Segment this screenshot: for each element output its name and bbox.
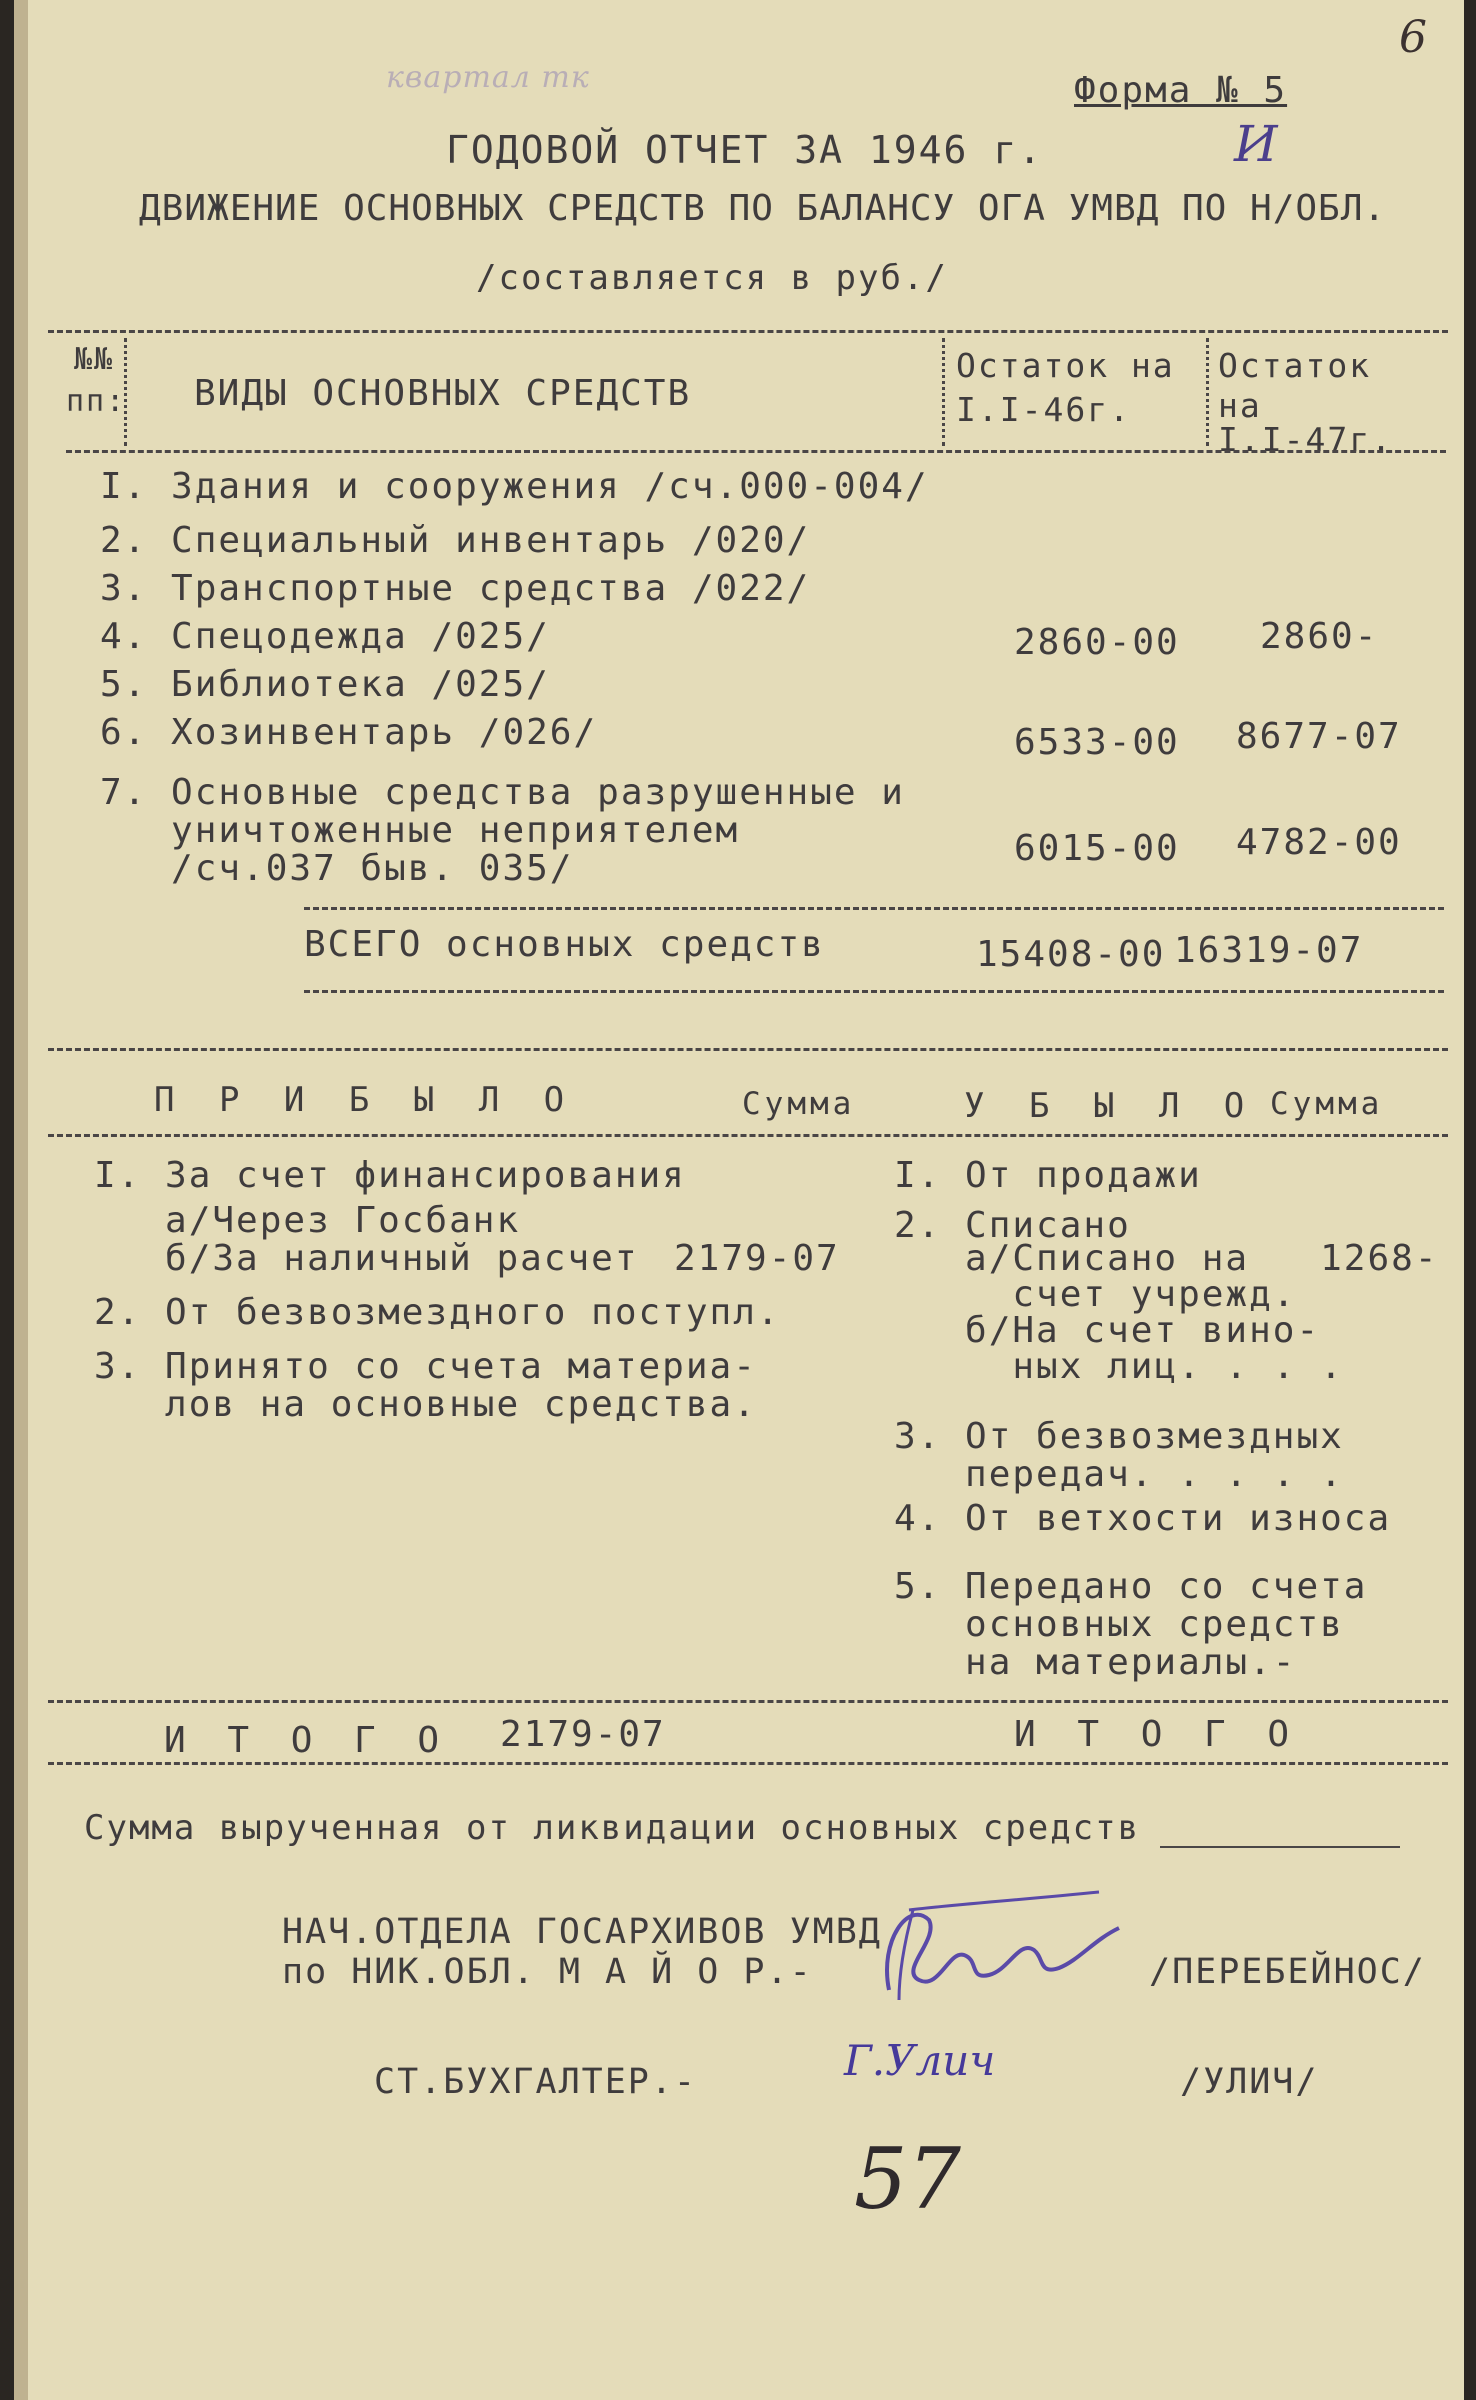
asset-row: 2. Специальный инвентарь /020/ xyxy=(100,520,811,561)
outgo-line: а/Списано на 1268- xyxy=(894,1238,1439,1279)
asset-row: 6. Хозинвентарь /026/ xyxy=(100,712,598,753)
table-col-divider xyxy=(1206,338,1209,446)
outgo-line: 5. Передано со счета xyxy=(894,1566,1368,1607)
income-total-value: 2179-07 xyxy=(500,1714,666,1755)
asset-row: I. Здания и сооружения /сч.000-004/ xyxy=(100,466,929,507)
report-title: ГОДОВОЙ ОТЧЕТ ЗА 1946 г. xyxy=(446,128,1044,172)
table-header-rule xyxy=(66,450,1446,453)
outgo-line: I. От продажи xyxy=(894,1155,1202,1196)
income-cash-amount: 2179-07 xyxy=(674,1238,840,1279)
income-line: I. За счет финансирования xyxy=(94,1155,686,1196)
bottom-handwritten-mark: 57 xyxy=(854,2130,961,2228)
totals-top-rule xyxy=(48,1700,1448,1703)
chief-signature xyxy=(869,1880,1129,2024)
outgo-total-label: И Т О Г О xyxy=(1014,1714,1300,1755)
col-asset-type-header: ВИДЫ ОСНОВНЫХ СРЕДСТВ xyxy=(194,373,692,414)
chief-title-line2: по НИК.ОБЛ. М А Й О Р.- xyxy=(282,1952,813,1992)
outgo-sum-header: Сумма xyxy=(1270,1086,1384,1122)
asset-row: 4. Спецодежда /025/ xyxy=(100,616,550,657)
income-line: лов на основные средства. xyxy=(94,1384,757,1425)
assets-total-label: ВСЕГО основных средств xyxy=(304,924,825,965)
income-line: б/За наличный расчет xyxy=(94,1238,639,1279)
col-end-balance-line3: I.I-47г. xyxy=(1218,420,1393,459)
liquidation-label: Сумма вырученная от ликвидации основных средств xyxy=(84,1808,1141,1848)
outgo-line: 2. Списано xyxy=(894,1205,1131,1246)
outgo-line: на материалы.- xyxy=(894,1642,1297,1683)
asset-start-value: 6015-00 xyxy=(1014,828,1180,869)
col-start-balance-line1: Остаток на xyxy=(956,346,1175,385)
asset-row: 3. Транспортные средства /022/ xyxy=(100,568,811,609)
outgo-line: б/На счет вино- xyxy=(894,1310,1321,1351)
asset-end-value: 2860- xyxy=(1260,616,1379,657)
outgo-line: 3. От безвозмездных xyxy=(894,1416,1344,1457)
movement-header-rule xyxy=(48,1134,1448,1137)
page-edge-shadow xyxy=(14,0,28,2400)
report-note: /составляется в руб./ xyxy=(476,258,948,298)
outgo-header: У Б Ы Л О xyxy=(964,1086,1257,1126)
asset-end-value: 8677-07 xyxy=(1236,716,1402,757)
chief-name: /ПЕРЕБЕЙНОС/ xyxy=(1149,1952,1426,1992)
total-top-rule xyxy=(304,907,1444,910)
assets-total-end: 16319-07 xyxy=(1174,930,1364,971)
total-bottom-rule xyxy=(304,990,1444,993)
document-page xyxy=(14,0,1464,2400)
asset-end-value: 4782-00 xyxy=(1236,822,1402,863)
asset-row-continued: /сч.037 быв. 035/ xyxy=(100,848,574,889)
outgo-line: передач. . . . . xyxy=(894,1454,1344,1495)
liquidation-blank-line xyxy=(1160,1846,1400,1848)
faint-handwritten-note: квартал тк xyxy=(386,60,590,95)
asset-row: 5. Библиотека /025/ xyxy=(100,664,550,705)
table-col-divider xyxy=(942,338,945,446)
outgo-line: 4. От ветхости износа xyxy=(894,1498,1392,1539)
col-start-balance-line2: I.I-46г. xyxy=(956,390,1131,429)
income-header: П Р И Б Ы Л О xyxy=(154,1080,577,1120)
income-line: а/Через Госбанк xyxy=(94,1200,521,1241)
assets-total-start: 15408-00 xyxy=(976,934,1166,975)
income-line: 2. От безвозмездного поступл. xyxy=(94,1292,781,1333)
income-line: 3. Принято со счета материа- xyxy=(94,1346,757,1387)
accountant-name: /УЛИЧ/ xyxy=(1180,2062,1319,2102)
asset-start-value: 2860-00 xyxy=(1014,622,1180,663)
form-handwritten-mark: И xyxy=(1234,115,1278,173)
chief-title-line1: НАЧ.ОТДЕЛА ГОСАРХИВОВ УМВД xyxy=(282,1912,882,1952)
movement-top-rule xyxy=(48,1048,1448,1051)
totals-bottom-rule xyxy=(48,1762,1448,1765)
accountant-title: СТ.БУХГАЛТЕР.- xyxy=(374,2062,698,2102)
asset-row: 7. Основные средства разрушенные и xyxy=(100,772,905,813)
outgo-line: основных средств xyxy=(894,1604,1344,1645)
page-number: 6 xyxy=(1399,12,1427,63)
outgo-line: ных лиц. . . . xyxy=(894,1346,1344,1387)
asset-start-value: 6533-00 xyxy=(1014,722,1180,763)
col-end-balance-line2: на xyxy=(1218,386,1262,425)
outgo-line: счет учрежд. xyxy=(894,1274,1297,1315)
col-num-line2: пп: xyxy=(66,384,127,419)
income-sum-header: Сумма xyxy=(742,1086,856,1122)
col-end-balance-line1: Остаток xyxy=(1218,346,1372,385)
table-top-rule xyxy=(48,330,1448,333)
form-label: Форма № 5 xyxy=(1074,70,1288,111)
income-total-label: И Т О Г О xyxy=(164,1720,450,1761)
accountant-signature: Г.Улич xyxy=(844,2036,996,2085)
report-subtitle: ДВИЖЕНИЕ ОСНОВНЫХ СРЕДСТВ ПО БАЛАНСУ ОГА УМВД ПО Н/ОБЛ. xyxy=(139,188,1387,229)
col-num-line1: №№ xyxy=(74,342,115,377)
asset-row-continued: уничтоженные неприятелем xyxy=(100,810,740,851)
